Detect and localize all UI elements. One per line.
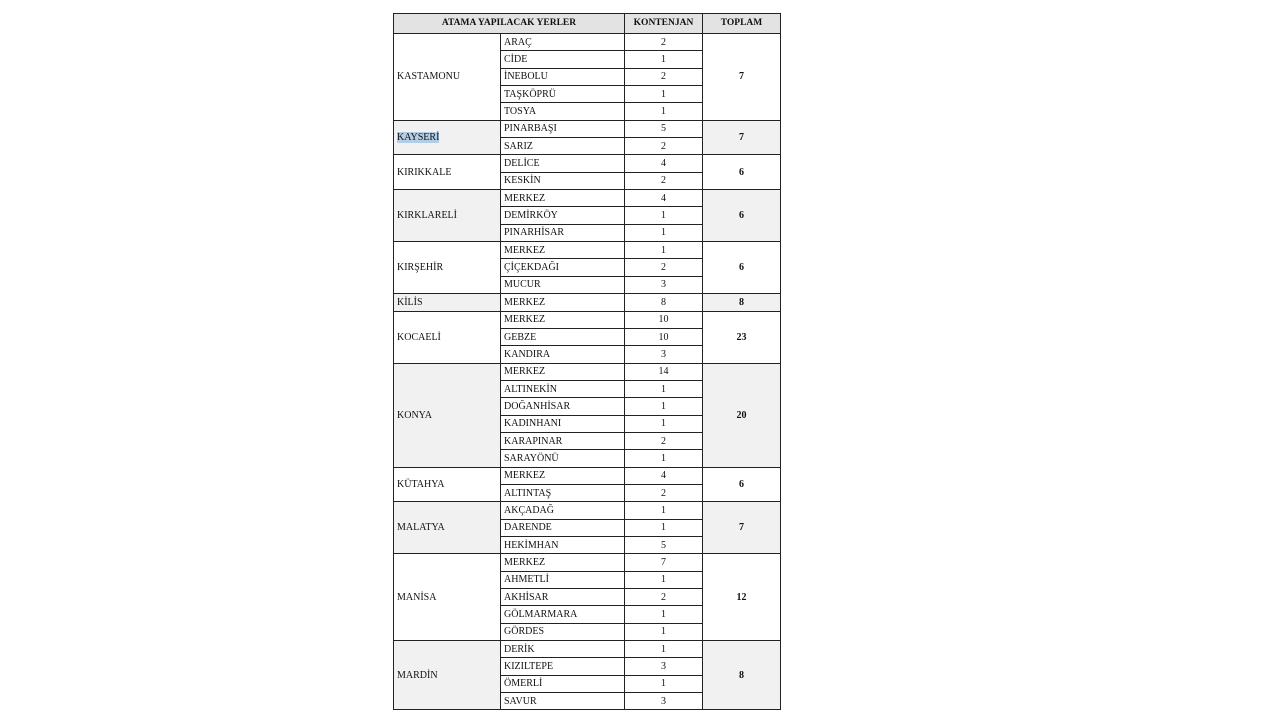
table-row [394,502,781,519]
quota-cell: 2 [625,259,703,276]
quota-cell: 4 [625,190,703,207]
province-cell [394,467,501,502]
quota-cell: 1 [625,606,703,623]
quota-cell: 2 [625,138,703,155]
district-cell: PINARBAŞI [501,120,625,137]
district-cell: KARAPINAR [501,432,625,449]
district-cell: DERİK [501,641,625,658]
district-cell: TAŞKÖPRÜ [501,86,625,103]
quota-cell: 1 [625,103,703,120]
province-cell [394,120,501,155]
district-cell: DELİCE [501,155,625,172]
total-cell: 12 [703,554,781,641]
total-cell: 20 [703,363,781,467]
province-name: KIRŞEHİR [397,262,444,274]
province-cell [394,311,501,363]
total-cell: 6 [703,242,781,294]
province-name: KİLİS [397,296,423,308]
province-name: MARDİN [397,669,438,681]
quota-cell: 3 [625,658,703,675]
table-row [394,242,781,259]
district-cell: KADINHANI [501,415,625,432]
quota-cell: 3 [625,276,703,293]
province-name: KIRIKKALE [397,166,452,178]
quota-cell: 1 [625,623,703,640]
quota-cell: 1 [625,380,703,397]
district-cell: İNEBOLU [501,68,625,85]
district-cell: KANDIRA [501,346,625,363]
table-row [394,363,781,380]
quota-cell: 2 [625,68,703,85]
province-cell [394,363,501,467]
total-cell: 6 [703,467,781,502]
quota-cell: 1 [625,571,703,588]
district-cell: MERKEZ [501,294,625,311]
table-row [394,34,781,51]
quota-cell: 1 [625,51,703,68]
district-cell: DARENDE [501,519,625,536]
quota-cell: 1 [625,641,703,658]
total-cell: 8 [703,294,781,311]
total-cell: 8 [703,641,781,710]
district-cell: MERKEZ [501,467,625,484]
table-row [394,155,781,172]
quota-cell: 1 [625,224,703,241]
district-cell: KIZILTEPE [501,658,625,675]
district-cell: MERKEZ [501,311,625,328]
header-total: TOPLAM [703,14,781,34]
quota-cell: 2 [625,589,703,606]
quota-cell: 1 [625,675,703,692]
table-row [394,467,781,484]
district-cell: ALTINTAŞ [501,484,625,501]
total-cell: 7 [703,120,781,155]
quota-cell: 4 [625,467,703,484]
quota-cell: 3 [625,346,703,363]
total-cell: 23 [703,311,781,363]
district-cell: MERKEZ [501,190,625,207]
district-cell: MERKEZ [501,242,625,259]
quota-cell: 5 [625,120,703,137]
province-cell [394,554,501,641]
district-cell: ALTINEKİN [501,380,625,397]
quota-cell: 1 [625,242,703,259]
district-cell: CİDE [501,51,625,68]
quota-cell: 14 [625,363,703,380]
province-cell [394,190,501,242]
quota-cell: 1 [625,502,703,519]
province-cell [394,502,501,554]
district-cell: MERKEZ [501,363,625,380]
district-cell: ÖMERLİ [501,675,625,692]
district-cell: DEMİRKÖY [501,207,625,224]
quota-cell: 1 [625,398,703,415]
quota-cell: 1 [625,415,703,432]
header-row [394,14,781,34]
quota-cell: 2 [625,432,703,449]
province-name: KIRKLARELİ [397,210,457,222]
district-cell: MUCUR [501,276,625,293]
province-name: KASTAMONU [397,71,461,83]
document-page [393,13,780,710]
quota-cell: 1 [625,450,703,467]
total-cell: 6 [703,190,781,242]
quota-cell: 1 [625,86,703,103]
quota-cell: 8 [625,294,703,311]
total-cell: 7 [703,502,781,554]
total-cell: 6 [703,155,781,190]
district-cell: MERKEZ [501,554,625,571]
province-name: KAYSERİ [397,132,440,144]
province-cell [394,34,501,121]
table-row [394,554,781,571]
district-cell: HEKİMHAN [501,536,625,553]
district-cell: ÇİÇEKDAĞI [501,259,625,276]
province-cell [394,294,501,311]
district-cell: DOĞANHİSAR [501,398,625,415]
quota-cell: 3 [625,693,703,710]
quota-cell: 2 [625,172,703,189]
province-name: KOCAELİ [397,331,441,343]
quota-cell: 2 [625,484,703,501]
district-cell: GÖLMARMARA [501,606,625,623]
table-row [394,641,781,658]
district-cell: SARAYÖNÜ [501,450,625,467]
quota-cell: 5 [625,536,703,553]
quota-cell: 10 [625,311,703,328]
province-cell [394,641,501,710]
district-cell: TOSYA [501,103,625,120]
district-cell: AKÇADAĞ [501,502,625,519]
quota-cell: 4 [625,155,703,172]
quota-cell: 7 [625,554,703,571]
district-cell: GÖRDES [501,623,625,640]
province-cell [394,242,501,294]
table-row [394,294,781,311]
district-cell: SAVUR [501,693,625,710]
quota-cell: 1 [625,207,703,224]
district-cell: AHMETLİ [501,571,625,588]
quota-cell: 10 [625,328,703,345]
province-name: KONYA [397,409,432,421]
province-cell [394,155,501,190]
district-cell: PINARHİSAR [501,224,625,241]
district-cell: AKHİSAR [501,589,625,606]
province-name: MANİSA [397,591,437,603]
quota-cell: 1 [625,519,703,536]
table-row [394,190,781,207]
allocation-table [393,13,781,710]
table-row [394,120,781,137]
province-name: KÜTAHYA [397,478,445,490]
district-cell: GEBZE [501,328,625,345]
province-name: MALATYA [397,522,445,534]
table-row [394,311,781,328]
header-quota: KONTENJAN [625,14,703,34]
table-body [394,34,781,710]
district-cell: SARIZ [501,138,625,155]
quota-cell: 2 [625,34,703,51]
total-cell: 7 [703,34,781,121]
district-cell: KESKİN [501,172,625,189]
district-cell: ARAÇ [501,34,625,51]
header-locations: ATAMA YAPILACAK YERLER [394,14,625,34]
